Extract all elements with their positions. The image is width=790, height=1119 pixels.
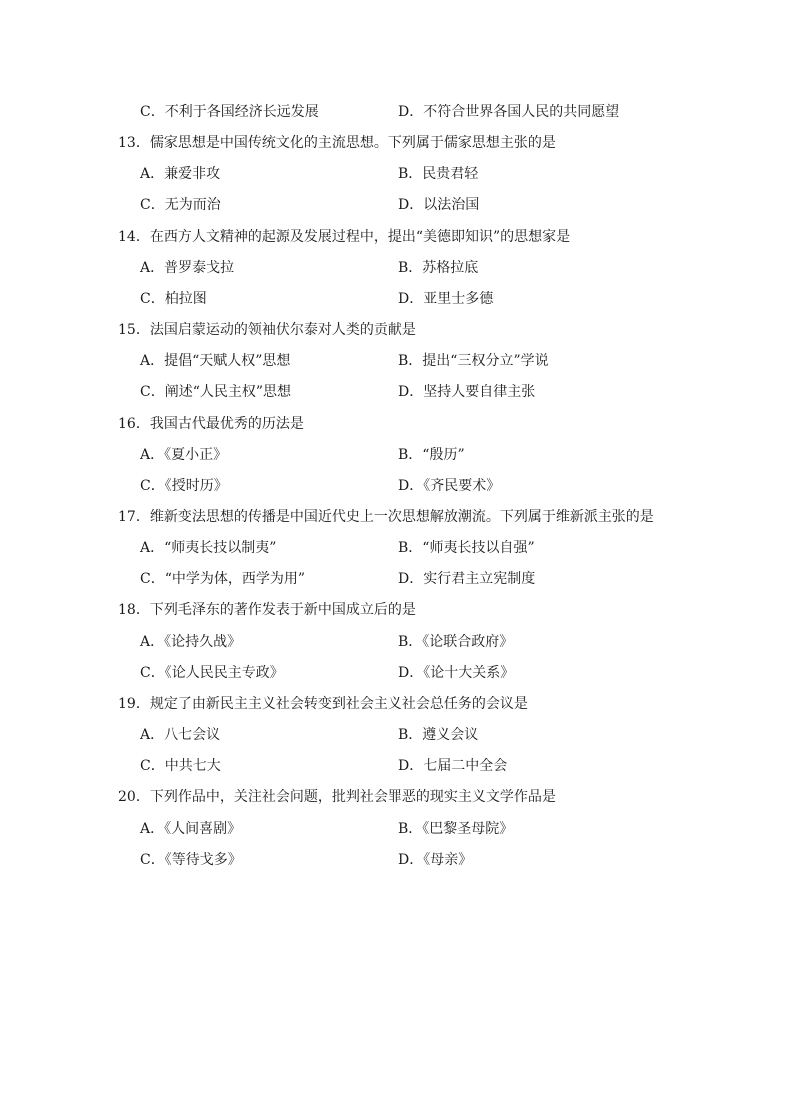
option-b: B．提出“三权分立”学说	[398, 353, 549, 369]
option-a: A．提倡“天赋人权”思想	[140, 353, 291, 369]
option-a: A．《论持久战》	[140, 634, 242, 650]
option-row	[0, 538, 790, 558]
option-row	[0, 756, 790, 776]
option-b: B．《巴黎圣母院》	[398, 821, 514, 837]
question-14-stem-row	[0, 227, 790, 247]
option-d: D．《齐民要术》	[398, 478, 501, 494]
option-row	[0, 725, 790, 745]
option-row	[0, 632, 790, 652]
option-row	[0, 382, 790, 402]
option-d: D．七届二中全会	[398, 758, 508, 774]
option-c: C．“中学为体，西学为用”	[140, 571, 306, 587]
option-d: D．亚里士多德	[398, 291, 494, 307]
option-c: C．《等待戈多》	[140, 852, 242, 868]
option-c: C．《授时历》	[140, 478, 228, 494]
option-a: A．“师夷长技以制夷”	[140, 540, 277, 556]
option-a: A．普罗泰戈拉	[140, 260, 235, 276]
option-row	[0, 351, 790, 371]
option-a: A．兼爱非攻	[140, 166, 221, 182]
question-20-stem-row	[0, 787, 790, 807]
question-17-stem-row	[0, 507, 790, 527]
option-c: C．阐述“人民主权”思想	[140, 384, 292, 400]
option-b: B．“师夷长技以自强”	[398, 540, 535, 556]
option-b: B．遵义会议	[398, 727, 479, 743]
option-d: D．坚持人要自律主张	[398, 384, 536, 400]
question-13-stem-row	[0, 133, 790, 153]
option-row	[0, 476, 790, 496]
option-row	[0, 102, 790, 122]
option-a: A．《夏小正》	[140, 447, 228, 463]
option-c: C．柏拉图	[140, 291, 207, 307]
option-row	[0, 850, 790, 870]
option-row	[0, 663, 790, 683]
option-row	[0, 164, 790, 184]
question-stem: 19．规定了由新民主主义社会转变到社会主义社会总任务的会议是	[118, 696, 528, 712]
question-16-stem-row	[0, 414, 790, 434]
option-b: B．民贵君轻	[398, 166, 479, 182]
option-b: B．《论联合政府》	[398, 634, 514, 650]
question-stem: 16．我国古代最优秀的历法是	[118, 416, 304, 432]
question-stem: 15．法国启蒙运动的领袖伏尔泰对人类的贡献是	[118, 322, 416, 338]
question-15-stem-row	[0, 320, 790, 340]
option-row	[0, 195, 790, 215]
option-row	[0, 569, 790, 589]
question-stem: 17．维新变法思想的传播是中国近代史上一次思想解放潮流。下列属于维新派主张的是	[118, 509, 654, 525]
question-19-stem-row	[0, 694, 790, 714]
option-row	[0, 258, 790, 278]
option-d: D．以法治国	[398, 197, 480, 213]
option-row	[0, 445, 790, 465]
option-c: C．中共七大	[140, 758, 221, 774]
option-c: C．《论人民民主专政》	[140, 665, 284, 681]
option-d: D．不符合世界各国人民的共同愿望	[398, 104, 620, 120]
option-row	[0, 289, 790, 309]
question-stem: 20．下列作品中，关注社会问题，批判社会罪恶的现实主义文学作品是	[118, 789, 556, 805]
option-d: D．《论十大关系》	[398, 665, 515, 681]
option-c: C．无为而治	[140, 197, 221, 213]
question-stem: 13．儒家思想是中国传统文化的主流思想。下列属于儒家思想主张的是	[118, 135, 556, 151]
question-18-stem-row	[0, 600, 790, 620]
option-d: D．《母亲》	[398, 852, 473, 868]
question-stem: 14．在西方人文精神的起源及发展过程中，提出“美德即知识”的思想家是	[118, 229, 571, 245]
option-a: A．八七会议	[140, 727, 221, 743]
option-c: C．不利于各国经济长远发展	[140, 104, 319, 120]
option-b: B．“殷历”	[398, 447, 465, 463]
option-d: D．实行君主立宪制度	[398, 571, 536, 587]
question-stem: 18．下列毛泽东的著作发表于新中国成立后的是	[118, 602, 416, 618]
option-b: B．苏格拉底	[398, 260, 479, 276]
option-row	[0, 819, 790, 839]
option-a: A．《人间喜剧》	[140, 821, 242, 837]
